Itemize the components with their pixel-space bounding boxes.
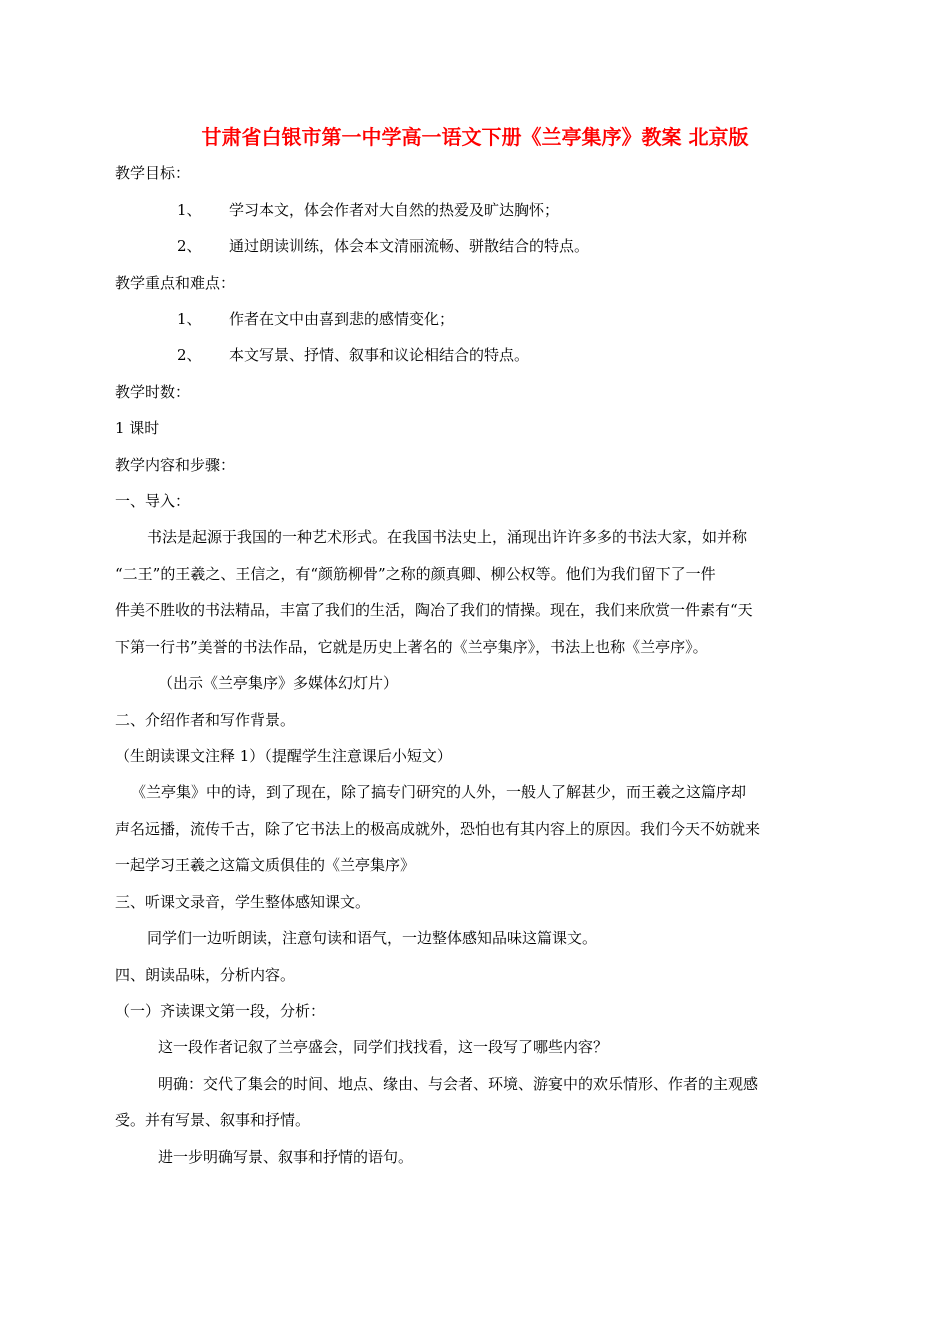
paragraph-line: 受。并有写景、叙事和抒情。: [115, 1111, 311, 1129]
paragraph-line: 书法是起源于我国的一种艺术形式。在我国书法史上，涌现出许许多多的书法大家，如并称: [147, 528, 748, 546]
list-text: 通过朗读训练，体会本文清丽流畅、骈散结合的特点。: [229, 237, 590, 255]
paragraph-line: 《兰亭集》中的诗，到了现在，除了搞专门研究的人外，一般人了解甚少，而王羲之这篇序却: [131, 783, 747, 801]
list-item: [177, 199, 559, 221]
list-number: 1、: [177, 310, 202, 328]
paragraph-line: 一起学习王羲之这篇文质俱佳的《兰亭集序》: [115, 856, 416, 874]
document-title: 甘肃省白银市第一中学高一语文下册《兰亭集序》教案 北京版: [201, 125, 749, 149]
paragraph-line: 同学们一边听朗读，注意句读和语气，一边整体感知品味这篇课文。: [147, 929, 598, 947]
paragraph-line: 明确：交代了集会的时间、地点、缘由、与会者、环境、游宴中的欢乐情形、作者的主观感: [158, 1075, 759, 1093]
section-heading: 教学重点和难点：: [115, 274, 236, 292]
paragraph-line: （生朗读课文注释 1）（提醒学生注意课后小短文）: [115, 747, 452, 765]
paragraph-line: “二王”的王羲之、王信之，有“颜筋柳骨”之称的颜真卿、柳公权等。他们为我们留下了一件: [115, 565, 716, 583]
list-item: [177, 344, 529, 366]
paragraph-line: 下第一行书”美誉的书法作品，它就是历史上著名的《兰亭集序》，书法上也称《兰亭序》。: [115, 638, 708, 656]
section-heading: 教学目标：: [115, 164, 191, 182]
paragraph-line: 这一段作者记叙了兰亭盛会，同学们找找看，这一段写了哪些内容？: [158, 1038, 609, 1056]
section-heading: （一）齐读课文第一段，分析：: [115, 1002, 326, 1020]
list-item: [177, 308, 454, 330]
section-heading: 教学时数：: [115, 383, 191, 401]
list-number: 2、: [177, 237, 202, 255]
paragraph-line: 声名远播，流传千古，除了它书法上的极高成就外，恐怕也有其内容上的原因。我们今天不妨就来: [115, 820, 761, 838]
section-heading: 三、听课文录音，学生整体感知课文。: [115, 893, 371, 911]
section-heading: 教学内容和步骤：: [115, 456, 236, 474]
section-heading: 二、介绍作者和写作背景。: [115, 711, 296, 729]
list-number: 2、: [177, 346, 202, 364]
paragraph-line: （出示《兰亭集序》多媒体幻灯片）: [158, 674, 399, 692]
section-heading: 一、导入：: [115, 492, 191, 510]
section-heading: 四、朗读品味，分析内容。: [115, 966, 296, 984]
paragraph-line: 进一步明确写景、叙事和抒情的语句。: [158, 1148, 414, 1166]
list-text: 学习本文，体会作者对大自然的热爱及旷达胸怀；: [229, 201, 560, 219]
list-number: 1、: [177, 201, 202, 219]
list-text: 本文写景、抒情、叙事和议论相结合的特点。: [229, 346, 530, 364]
list-text: 作者在文中由喜到悲的感情变化；: [229, 310, 455, 328]
paragraph-line: 1 课时: [115, 419, 160, 437]
list-item: [177, 235, 589, 257]
paragraph-line: 件美不胜收的书法精品，丰富了我们的生活，陶冶了我们的情操。现在，我们来欣赏一件素有“天: [115, 601, 753, 619]
